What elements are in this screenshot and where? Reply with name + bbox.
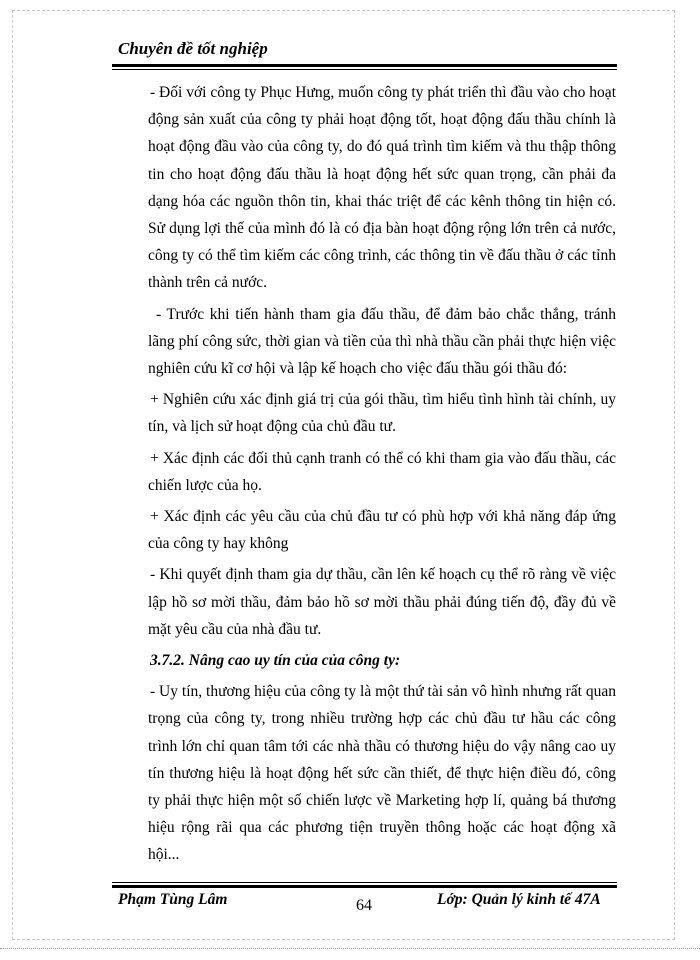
footer-class-label: Lớp: Quản lý kinh tế 47A — [437, 891, 601, 908]
page-bottom-divider — [0, 948, 700, 949]
paragraph-intro: - Đối với công ty Phục Hưng, muốn công ty phát triển thì đầu vào cho hoạt động sản xuất của công ty phải hoạt động tốt, hoạt động đấu thầu chính là hoạt động đầu vào của công ty, do đó quá trình tìm kiếm và thu thập thông tin cho hoạt động đấu thầu là hoạt động hết sức quan trọng, cần phải đa dạng hóa các nguồn thôn tin, khai thác triệt để các kênh thông tin hiện có. Sử dụng lợi thế của mình đó là có địa bàn hoạt động rộng lớn trên cả nước, công ty có thể tìm kiếm các công trình, các thông tin về đấu thầu ở các tỉnh thành trên cả nước. — [148, 84, 616, 292]
header-title: Chuyên đề tốt nghiệp — [118, 39, 268, 58]
section-heading: 3.7.2. Nâng cao uy tín của của công ty: — [150, 652, 401, 670]
header-rule — [112, 64, 617, 70]
page-number: 64 — [356, 897, 372, 914]
paragraph-bid-plan: - Khi quyết định tham gia dự thầu, cần lên kế hoạch cụ thể rõ ràng về việc lập hồ sơ mời thầu, đảm bảo hồ sơ mời thầu phải đúng tiến độ, đầy đủ về mặt yêu cầu của nhà đầu tư. — [148, 566, 616, 638]
document-body — [148, 79, 616, 873]
paragraph-before-bidding: - Trước khi tiến hành tham gia đấu thầu, để đảm bảo chắc thắng, tránh lãng phí công sức, thời gian và tiền của thì nhà thầu cần phải thực hiện việc nghiên cứu kĩ cơ hội và lập kế hoạch cho việc đấu thầu gói thầu đó: — [148, 305, 616, 378]
footer-rule — [112, 882, 617, 888]
paragraph-competitors: + Xác định các đối thủ cạnh tranh có thể có khi tham gia vào đấu thầu, các chiến lược của họ. — [148, 449, 616, 494]
footer-author: Phạm Tùng Lâm — [118, 891, 228, 908]
paragraph-investor-requirements: + Xác định các yêu cầu của chủ đầu tư có phù hợp với khả năng đáp ứng của công ty hay không — [148, 508, 616, 553]
paragraph-reputation: - Uy tín, thương hiệu của công ty là một thứ tài sản vô hình nhưng rất quan trọng của công ty, trong nhiều trường hợp các chủ đầu tư hầu các công trình lớn chỉ quan tâm tới các nhà thầu có thương hiệu do vậy nâng cao uy tín thương hiệu là hoạt động hết sức cần thiết, để thực hiện điều đó, công ty phải thực hiện một số chiến lược về Marketing hợp lí, quảng bá thương hiệu rộng rãi qua các phương tiện truyền thông hoặc các hoạt động xã hội... — [148, 683, 616, 864]
paragraph-research-package: + Nghiên cứu xác định giá trị của gói thầu, tìm hiểu tình hình tài chính, uy tín, và lịch sử hoạt động của chủ đầu tư. — [148, 391, 616, 436]
